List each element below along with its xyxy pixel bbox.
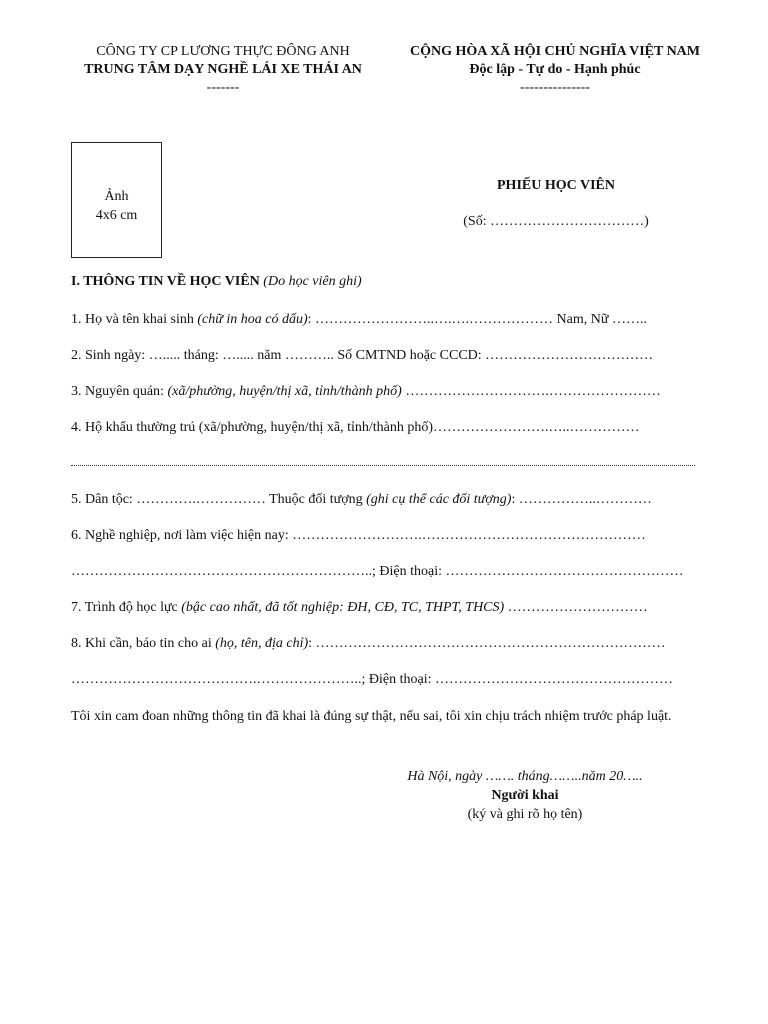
field-hint: (họ, tên, địa chỉ) [215, 636, 309, 651]
field-birth-date-id: 2. Sinh ngày: …..... tháng: …..... năm ……….. Số CMTND hoặc CCCD: ……………………………… [71, 348, 654, 363]
field-blank: : ………………………………………………………………… [308, 636, 666, 651]
field-hometown [71, 384, 701, 400]
field-label: 5. Dân tộc: ………….…………… Thuộc đối tượng [71, 492, 367, 507]
field-hint: (chữ in hoa có dấu) [197, 312, 308, 327]
field-full-name [71, 312, 701, 328]
field-ethnicity-category [71, 492, 701, 508]
photo-placeholder [71, 142, 162, 258]
nation-name: CỘNG HÒA XÃ HỘI CHỦ NGHĨA VIỆT NAM [409, 44, 700, 59]
right-header-divider: --------------- [520, 80, 590, 95]
field-education-level [71, 600, 701, 616]
blank-dotted-line [71, 465, 695, 466]
photo-label: Ảnh [104, 189, 129, 204]
section-note: (Do học viên ghi) [263, 274, 362, 289]
field-label: 7. Trình độ học lực [71, 600, 182, 615]
field-blank: ………………………….…………………… [401, 384, 661, 399]
organization-header [62, 43, 384, 97]
signature-block [380, 767, 670, 824]
field-label: 3. Nguyên quán: [71, 384, 168, 399]
company-name: CÔNG TY CP LƯƠNG THỰC ĐÔNG ANH [96, 44, 350, 59]
field-label: 1. Họ và tên khai sinh [71, 312, 198, 327]
section-heading [71, 274, 362, 290]
field-blank: : ……………………..….….……………… Nam, Nữ …….. [307, 312, 647, 327]
field-occupation: 6. Nghề nghiệp, nơi làm việc hiện nay: ……………………….………………………………………… [71, 528, 646, 543]
field-hint: (ghi cụ thể các đối tượng) [366, 492, 512, 507]
field-permanent-residence: 4. Hộ khẩu thường trú (xã/phường, huyện/thị xã, tỉnh/thành phố)…………………….…..…………… [71, 420, 640, 435]
signer-title: Người khai [491, 788, 559, 803]
section-title: I. THÔNG TIN VỀ HỌC VIÊN [71, 274, 260, 289]
field-hint: (xã/phường, huyện/thị xã, tỉnh/thành phố) [167, 384, 402, 399]
field-hint: (bậc cao nhất, đã tốt nghiệp: ĐH, CĐ, TC, THPT, THCS) [181, 600, 505, 615]
signature-instruction: (ký và ghi rõ họ tên) [467, 807, 583, 822]
left-header-divider: ------- [206, 80, 240, 95]
national-motto: Độc lập - Tự do - Hạnh phúc [469, 62, 641, 77]
training-center-name: TRUNG TÂM DẠY NGHỀ LÁI XE THÁI AN [84, 62, 362, 77]
form-title: PHIẾU HỌC VIÊN [497, 178, 615, 193]
field-label: 8. Khi cần, báo tin cho ai [71, 636, 216, 651]
field-occupation-phone: ………………………………………………………..; Điện thoại: …………………………………………… [71, 564, 684, 579]
field-emergency-contact [71, 636, 701, 652]
field-blank: ………………………… [504, 600, 648, 615]
national-header [392, 43, 718, 97]
place-and-date: Hà Nội, ngày ……. tháng……..năm 20….. [407, 769, 643, 784]
form-number: (Số: ……………………………) [463, 214, 649, 229]
field-emergency-phone: ………………………………….…………………..; Điện thoại: …………………………………………… [71, 672, 673, 687]
field-blank: : ……………..………… [511, 492, 652, 507]
pledge-statement: Tôi xin cam đoan những thông tin đã khai là đúng sự thật, nếu sai, tôi xin chịu trách nhiệm trước pháp luật. [71, 709, 672, 724]
photo-size: 4x6 cm [95, 208, 138, 223]
